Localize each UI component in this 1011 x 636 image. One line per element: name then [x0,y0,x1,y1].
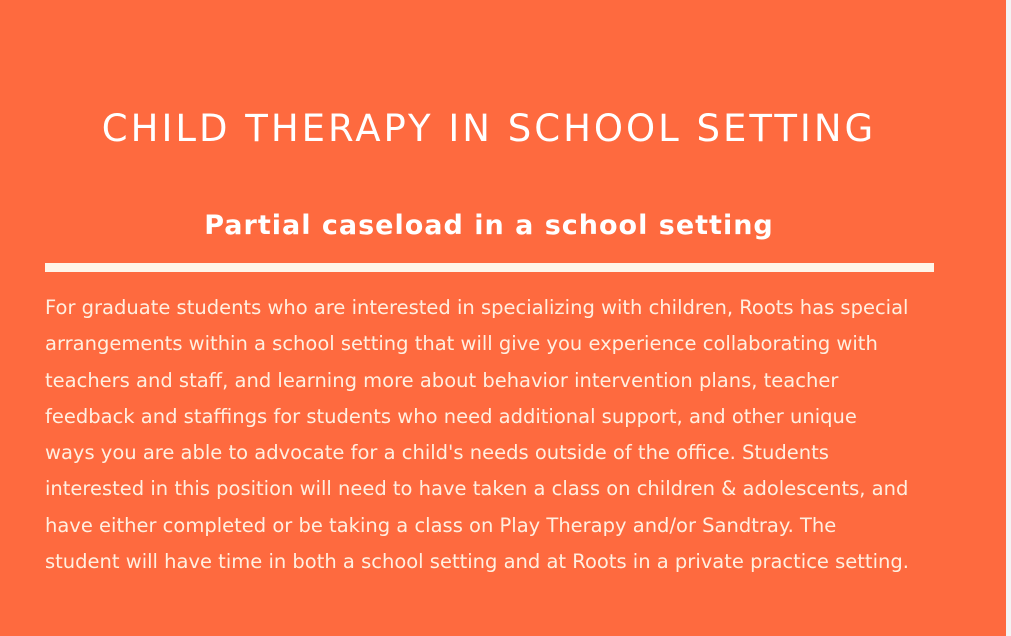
description-line: feedback and staffings for students who need additional support, and other unique [45,404,857,428]
page-title: CHILD THERAPY IN SCHOOL SETTING [101,107,877,150]
description-line: student will have time in both a school setting and at Roots in a private practice setting. [45,550,909,574]
description-line: have either completed or be taking a class on Play Therapy and/or Sandtray. The [45,513,837,537]
description-line: arrangements within a school setting that will give you experience collaborating with [45,332,878,356]
page-edge [1006,0,1011,636]
section-subtitle: Partial caseload in a school setting [204,210,774,241]
description-paragraph [45,290,945,580]
description-line: For graduate students who are interested in specializing with children, Roots has special [45,296,909,319]
description-line: teachers and staff, and learning more about behavior intervention plans, teacher [45,368,839,392]
description-line: interested in this position will need to have taken a class on children & adolescents, and [45,477,909,501]
description-line: ways you are able to advocate for a child's needs outside of the office. Students [45,441,829,465]
divider [45,263,934,272]
